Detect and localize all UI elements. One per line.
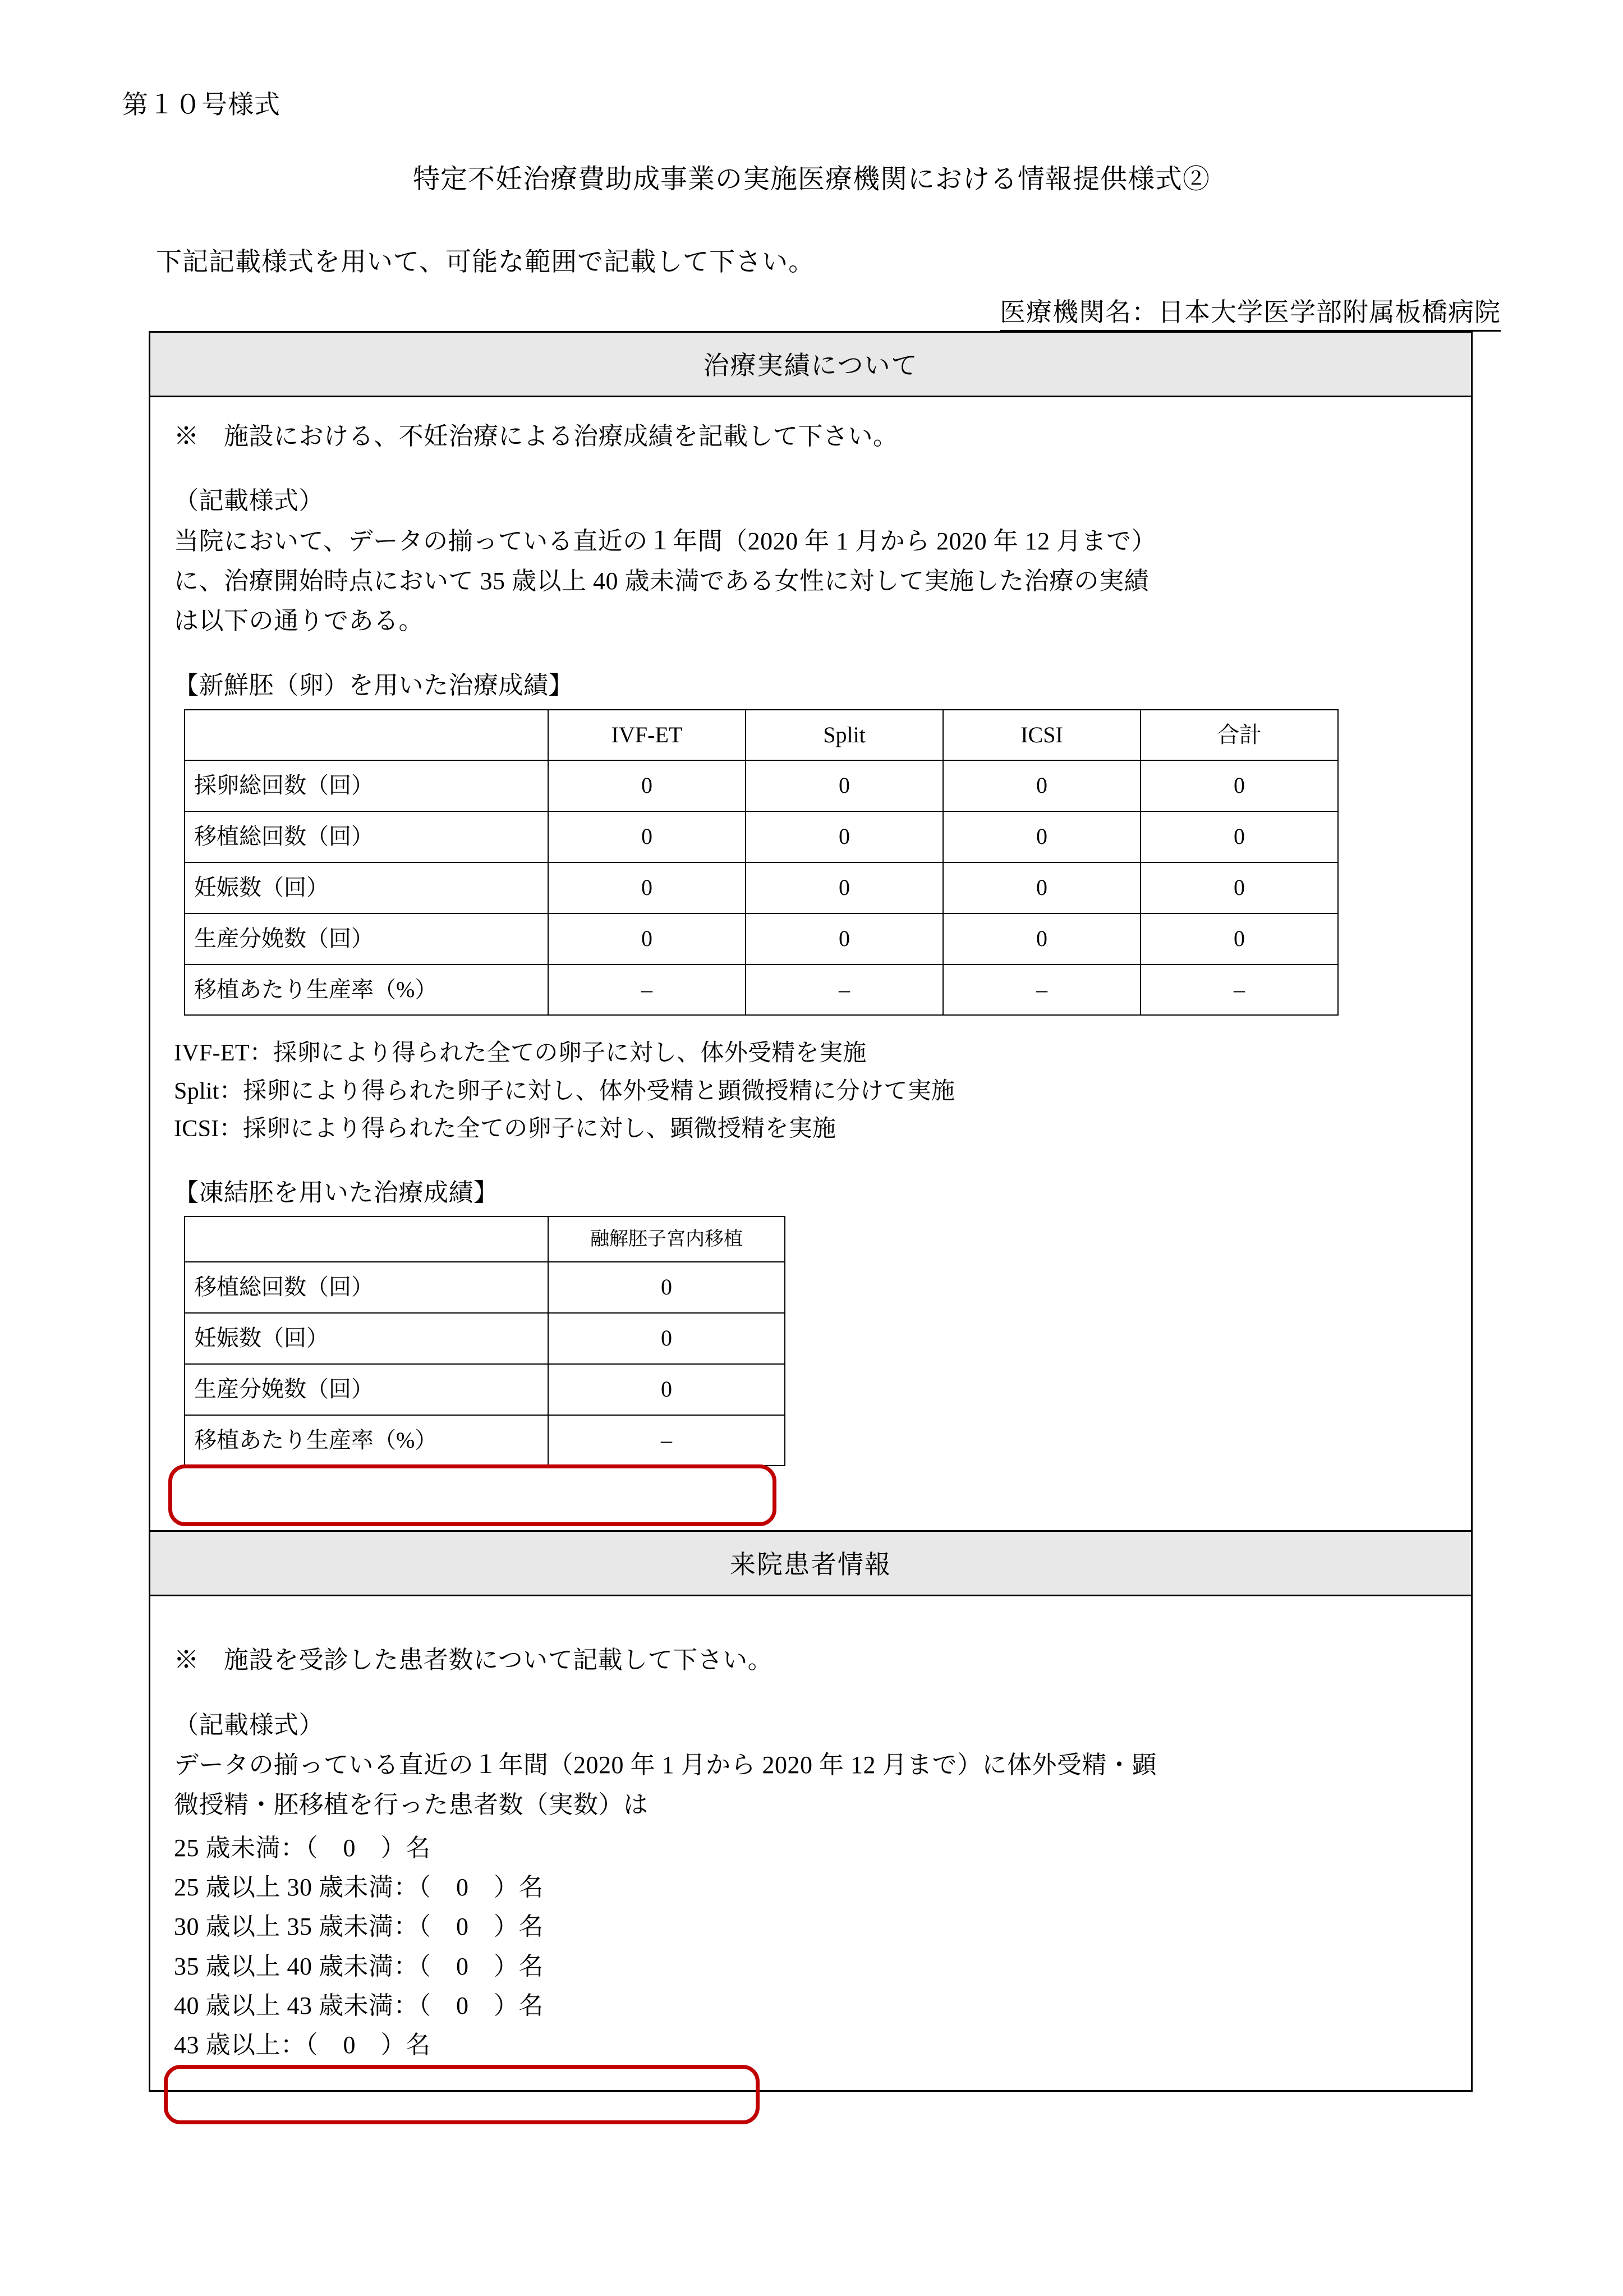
age-row-25-30: 25 歳以上 30 歳未満：（ 0 ）名: [174, 1873, 544, 1901]
section2-body-line2: 微授精・胚移植を行った患者数（実数）は: [174, 1791, 649, 1819]
table-row: [185, 862, 1338, 913]
fresh-embryo-table-title: 【新鮮胚（卵）を用いた治療成績】: [174, 672, 573, 700]
table-row: [185, 1415, 785, 1466]
row-label: 移植総回数（回）: [185, 1262, 548, 1313]
cell-value: 0: [548, 1262, 785, 1313]
legend-item-ivfet: IVF-ET：採卵により得られた全ての卵子に対し、体外受精を実施: [174, 1040, 867, 1067]
table-row: [185, 811, 1338, 862]
section2-format-label: （記載様式）: [174, 1711, 324, 1739]
cell-value: 0: [943, 811, 1141, 862]
age-row-35-40: 35 歳以上 40 歳未満：（ 0 ）名: [174, 1952, 544, 1980]
table-row: [185, 1313, 785, 1364]
row-label: 移植総回数（回）: [185, 811, 548, 862]
fresh-embryo-table: [184, 709, 1339, 1016]
cell-value: 0: [548, 760, 746, 811]
frozen-embryo-table-title: 【凍結胚を用いた治療成績】: [174, 1178, 499, 1206]
age-row-40-43: 40 歳以上 43 歳未満：（ 0 ）名: [174, 1992, 544, 2020]
row-label: 移植あたり生産率（%）: [185, 965, 548, 1016]
cell-value: 0: [1141, 811, 1338, 862]
row-label: 妊娠数（回）: [185, 862, 548, 913]
table-row: [185, 965, 1338, 1016]
section1-format-label: （記載様式）: [174, 487, 324, 515]
cell-value: –: [746, 965, 943, 1016]
row-label: 生産分娩数（回）: [185, 1364, 548, 1415]
table-header-cell: IVF-ET: [548, 710, 746, 761]
age-row-under25: 25 歳未満：（ 0 ）名: [174, 1834, 431, 1862]
form-number: 第１０号様式: [122, 90, 281, 119]
cell-value: –: [548, 965, 746, 1016]
method-legend: [174, 1035, 1447, 1148]
table-row: [185, 760, 1338, 811]
row-label: 妊娠数（回）: [185, 1313, 548, 1364]
section1-body-line3: は以下の通りである。: [174, 607, 424, 635]
age-row-over43: 43 歳以上：（ 0 ）名: [174, 2031, 431, 2059]
table-row: [185, 913, 1338, 965]
cell-value: –: [548, 1415, 785, 1466]
table-header-cell: [185, 710, 548, 761]
cell-value: –: [943, 965, 1141, 1016]
row-label: 移植あたり生産率（%）: [185, 1415, 548, 1466]
cell-value: 0: [548, 913, 746, 965]
cell-value: 0: [943, 862, 1141, 913]
cell-value: 0: [548, 1364, 785, 1415]
cell-value: 0: [548, 811, 746, 862]
cell-value: 0: [746, 913, 943, 965]
legend-item-split: Split：採卵により得られた卵子に対し、体外受精と顕微授精に分けて実施: [174, 1078, 955, 1104]
cell-value: 0: [1141, 760, 1338, 811]
cell-value: 0: [943, 760, 1141, 811]
cell-value: 0: [746, 760, 943, 811]
cell-value: 0: [943, 913, 1141, 965]
cell-value: 0: [1141, 913, 1338, 965]
table-header-cell: [185, 1216, 548, 1262]
form-body-box: [149, 331, 1473, 2092]
table-header-row: [185, 1216, 785, 1262]
patient-age-list: [174, 1829, 1447, 2065]
section-heading-treatment-results: 治療実績について: [150, 333, 1471, 397]
table-header-cell: 合計: [1141, 710, 1338, 761]
row-label: 生産分娩数（回）: [185, 913, 548, 965]
section1-body-line1: 当院において、データの揃っている直近の１年間（2020 年 1 月から 2020 年 12 月まで）: [174, 527, 1157, 555]
table-header-cell: 融解胚子宮内移植: [548, 1216, 785, 1262]
cell-value: –: [1141, 965, 1338, 1016]
cell-value: 0: [548, 1313, 785, 1364]
table-header-cell: Split: [746, 710, 943, 761]
section-heading-patient-info: 来院患者情報: [150, 1530, 1471, 1596]
age-row-30-35: 30 歳以上 35 歳未満：（ 0 ）名: [174, 1913, 544, 1941]
section1-body-line2: に、治療開始時点において 35 歳以上 40 歳未満である女性に対して実施した治療の実績: [174, 567, 1149, 595]
table-header-cell: ICSI: [943, 710, 1141, 761]
section2-note: ※ 施設を受診した患者数について記載して下さい。: [174, 1646, 773, 1674]
table-header-row: [185, 710, 1338, 761]
document-title: 特定不妊治療費助成事業の実施医療機関における情報提供様式②: [412, 164, 1210, 194]
cell-value: 0: [548, 862, 746, 913]
table-row: [185, 1364, 785, 1415]
section-body-treatment-results: [150, 397, 1471, 1530]
cell-value: 0: [746, 862, 943, 913]
hospital-name-label: 医療機関名：日本大学医学部附属板橋病院: [1000, 292, 1501, 332]
cell-value: 0: [746, 811, 943, 862]
instruction-text: 下記記載様式を用いて、可能な範囲で記載して下さい。: [156, 247, 815, 276]
row-label: 採卵総回数（回）: [185, 760, 548, 811]
frozen-embryo-table: [184, 1216, 785, 1466]
legend-item-icsi: ICSI：採卵により得られた全ての卵子に対し、顕微授精を実施: [174, 1115, 836, 1142]
section1-note: ※ 施設における、不妊治療による治療成績を記載して下さい。: [174, 423, 898, 450]
section-body-patient-info: [150, 1596, 1471, 2090]
table-row: [185, 1262, 785, 1313]
cell-value: 0: [1141, 862, 1338, 913]
section2-body-line1: データの揃っている直近の１年間（2020 年 1 月から 2020 年 12 月まで）に体外受精・顕: [174, 1751, 1157, 1779]
